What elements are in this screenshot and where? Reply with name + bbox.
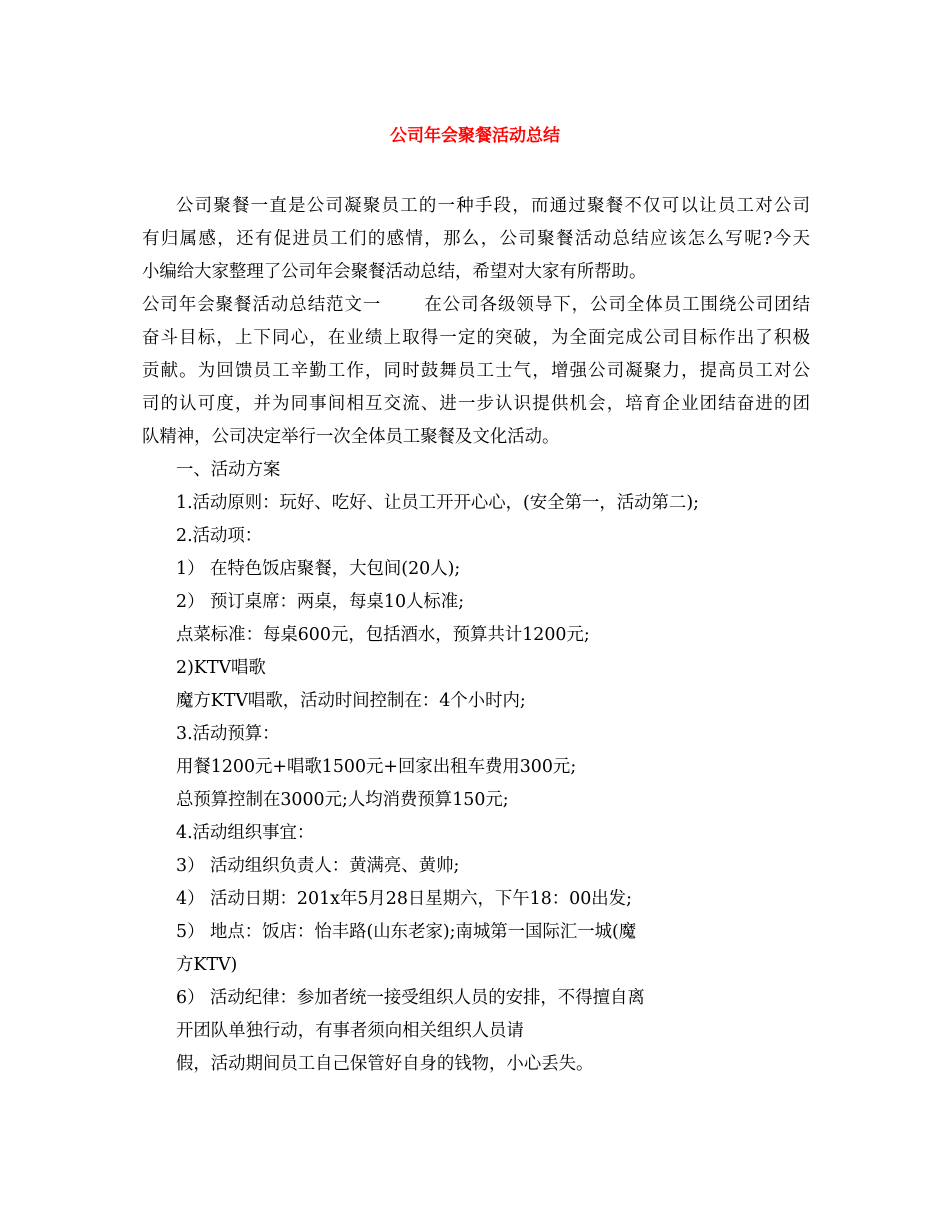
list-item: 2） 预订桌席：两桌，每桌10人标准; xyxy=(176,592,465,612)
list-item: 3.活动预算： xyxy=(176,724,280,744)
list-item: 1.活动原则：玩好、吃好、让员工开开心心，(安全第一，活动第二); xyxy=(176,493,699,513)
list-item: 4.活动组织事宜： xyxy=(176,823,315,843)
list-item: 点菜标准：每桌600元，包括酒水，预算共计1200元; xyxy=(176,625,590,645)
document-title: 公司年会聚餐活动总结 xyxy=(390,126,560,146)
section-heading: 公司年会聚餐活动总结范文一 xyxy=(142,295,382,315)
intro-line: 公司聚餐一直是公司凝聚员工的一种手段，而通过聚餐不仅可以让员工对公司 xyxy=(176,196,810,216)
intro-line: 有归属感，还有促进员工们的感情，那么，公司聚餐活动总结应该怎么写呢?今天 xyxy=(142,229,810,249)
list-item: 开团队单独行动，有事者须向相关组织人员请 xyxy=(176,1021,524,1041)
list-item: 方KTV) xyxy=(176,955,238,975)
list-item: 2.活动项： xyxy=(176,526,263,546)
section-line: 贡献。为回馈员工辛勤工作，同时鼓舞员工士气，增强公司凝聚力，提高员工对公 xyxy=(142,361,810,381)
section-line: 队精神，公司决定举行一次全体员工聚餐及文化活动。 xyxy=(142,427,560,447)
list-item: 3） 活动组织负责人：黄满亮、黄帅; xyxy=(176,856,460,876)
list-item: 6） 活动纪律：参加者统一接受组织人员的安排，不得擅自离 xyxy=(176,988,645,1008)
list-item: 魔方KTV唱歌，活动时间控制在：4个小时内; xyxy=(176,691,526,711)
list-item: 2)KTV唱歌 xyxy=(176,658,266,678)
list-item: 总预算控制在3000元;人均消费预算150元; xyxy=(176,790,509,810)
list-item: 假，活动期间员工自己保管好自身的钱物，小心丢失。 xyxy=(176,1054,594,1074)
section-line: 奋斗目标，上下同心，在业绩上取得一定的突破，为全面完成公司目标作出了积极 xyxy=(142,328,810,348)
list-item: 1） 在特色饭店聚餐，大包间(20人); xyxy=(176,559,461,579)
section-first-line xyxy=(142,293,810,317)
plan-heading: 一、活动方案 xyxy=(176,460,281,480)
intro-line: 小编给大家整理了公司年会聚餐活动总结，希望对大家有所帮助。 xyxy=(142,262,647,282)
list-item: 5） 地点：饭店：怡丰路(山东老家);南城第一国际汇一城(魔 xyxy=(176,922,637,942)
list-item: 4） 活动日期：201x年5月28日星期六，下午18：00出发; xyxy=(176,889,632,909)
section-line: 司的认可度，并为同事间相互交流、进一步认识提供机会，培育企业团结奋进的团 xyxy=(142,394,810,414)
section-body-start: 在公司各级领导下，公司全体员工围绕公司团结 xyxy=(423,295,810,315)
list-item: 用餐1200元+唱歌1500元+回家出租车费用300元; xyxy=(176,757,577,777)
